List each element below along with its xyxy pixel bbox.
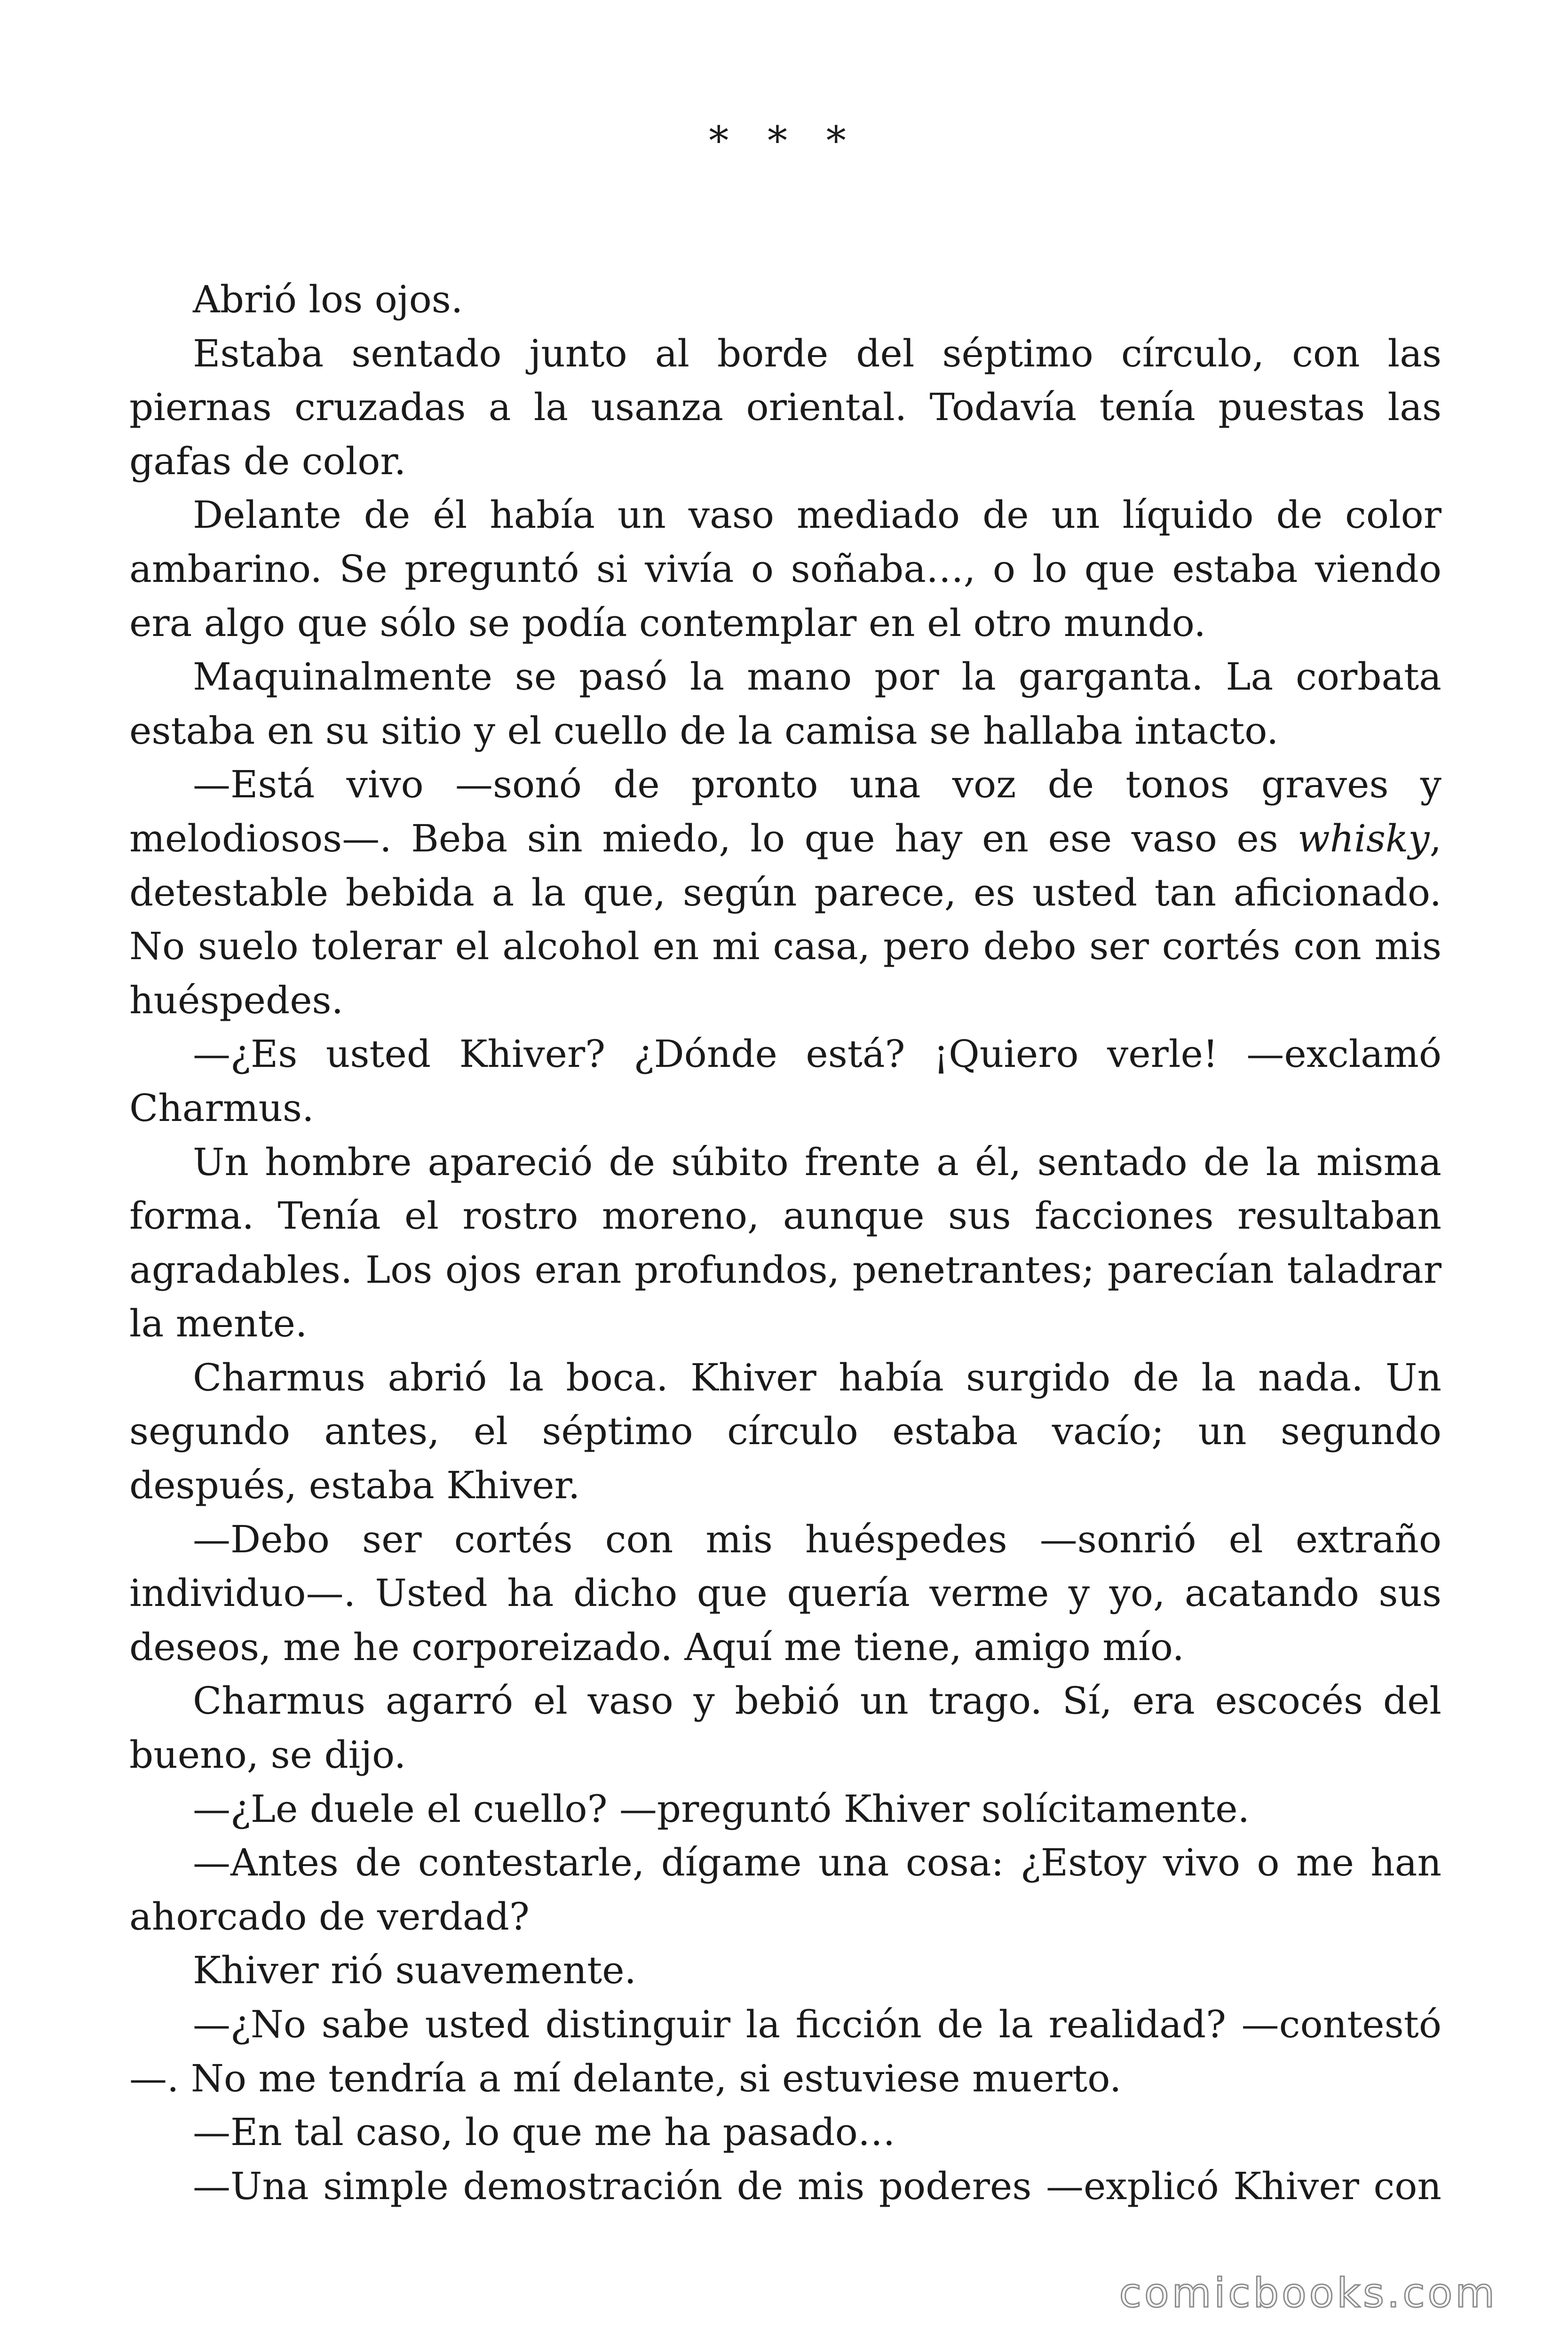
watermark: comicbooks.com [1119, 2270, 1497, 2317]
paragraph [129, 758, 1441, 1027]
paragraph: Khiver rió suavemente. [193, 1948, 636, 1993]
paragraph: Charmus agarró el vaso y bebió un trago. Sí, era escocés del bueno, se dijo. [129, 1679, 1441, 1777]
paragraph: Estaba sentado junto al borde del séptimo círculo, con las piernas cruzadas a la usanza oriental. Todavía tenía puestas las gafas de color. [129, 331, 1441, 483]
paragraph: Maquinalmente se pasó la mano por la garganta. La corbata estaba en su sitio y el cuello de la camisa se hallaba intacto. [129, 655, 1441, 753]
paragraph: Charmus abrió la boca. Khiver había surgido de la nada. Un segundo antes, el séptimo círculo estaba vacío; un segundo después, estaba Khiver. [129, 1355, 1441, 1508]
paragraph: —Antes de contestarle, dígame una cosa: ¿Estoy vivo o me han ahorcado de verdad? [129, 1841, 1441, 1939]
paragraph: —¿No sabe usted distinguir la ficción de la realidad? —contestó—. No me tendría a mí delante, si estuviese muerto. [129, 2002, 1441, 2100]
paragraph: —¿Le duele el cuello? —preguntó Khiver solícitamente. [193, 1787, 1250, 1831]
paragraph-text: —Está vivo —sonó de pronto una voz de tonos graves y melodiosos—. Beba sin miedo, lo que hay en ese vaso es [129, 763, 1441, 860]
paragraph: Abrió los ojos. [193, 278, 463, 321]
paragraph: —¿Es usted Khiver? ¿Dónde está? ¡Quiero verle! —exclamó Charmus. [129, 1032, 1441, 1130]
paragraph: Un hombre apareció de súbito frente a él, sentado de la misma forma. Tenía el rostro moreno, aunque sus facciones resultaban agradables. Los ojos eran profundos, penetrantes; parecían taladrar la mente. [129, 1140, 1441, 1346]
paragraph: —Debo ser cortés con mis huéspedes —sonrió el extraño individuo—. Usted ha dicho que quería verme y yo, acatando sus deseos, me he corporeizado. Aquí me tiene, amigo mío. [129, 1517, 1441, 1669]
paragraph: —En tal caso, lo que me ha pasado… [193, 2110, 895, 2154]
scene-break: * * * [709, 118, 859, 164]
paragraph-text: , detestable bebida a la que, según parece, es usted tan aficionado. No suelo tolerar el alcohol en mi casa, pero debo ser cortés con mis huéspedes. [129, 816, 1441, 1022]
paragraph: Delante de él había un vaso mediado de un líquido de color ambarino. Se preguntó si vivía o soñaba…, o lo que estaba viendo era algo que sólo se podía contemplar en el otro mundo. [129, 493, 1441, 645]
paragraph: —Una simple demostración de mis poderes —explicó Khiver con [193, 2164, 1441, 2208]
emphasis-text: whisky [1298, 816, 1430, 860]
body-text [129, 273, 1441, 2213]
